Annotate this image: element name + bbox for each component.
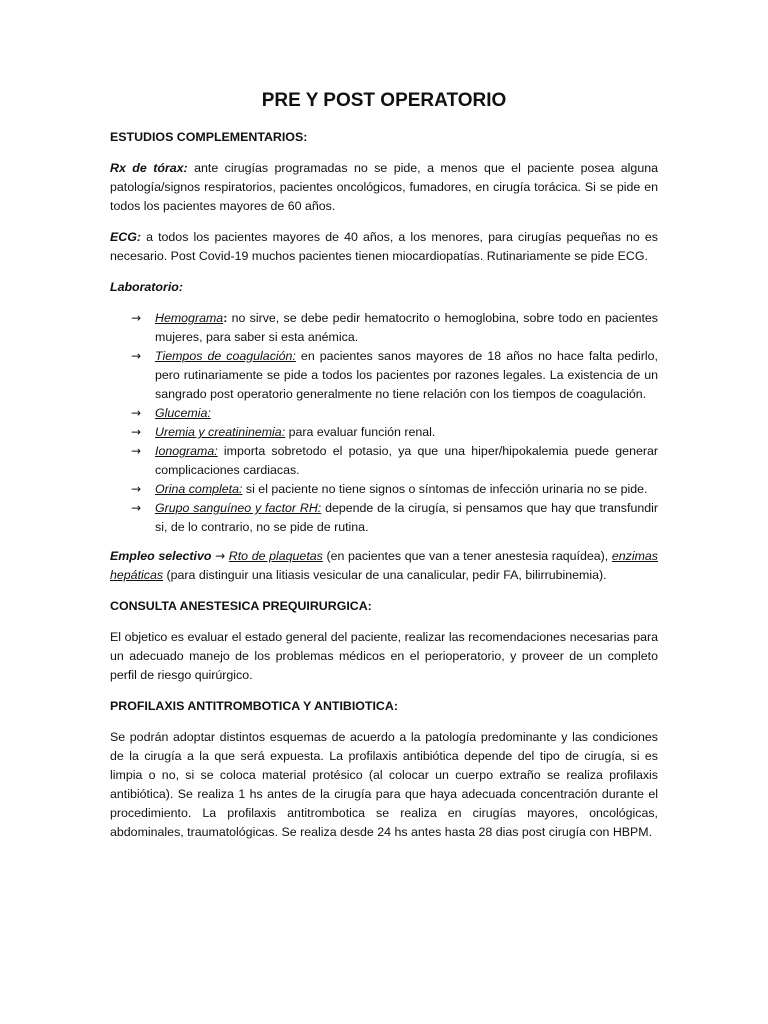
arrow-right-icon: → (131, 311, 142, 325)
list-item-text: importa sobretodo el potasio, ya que una hiper/hipokalemia puede generar complicaciones cardiacas. (155, 444, 658, 477)
selective-term-enzimas: enzimas hepáticas (110, 549, 658, 582)
arrow-right-icon: → (131, 501, 142, 515)
ecg-label: ECG: (110, 230, 141, 244)
ecg-text: a todos los pacientes mayores de 40 años, a los menores, para cirugías pequeñas no es necesario. Post Covid-19 muchos pacientes tienen miocardiopatías. Rutinariamente se pide ECG. (110, 230, 658, 263)
arrow-right-icon: → (131, 482, 142, 496)
list-item-text: si el paciente no tiene signos o síntomas de infección urinaria no se pide. (242, 482, 648, 496)
section-heading-estudios: ESTUDIOS COMPLEMENTARIOS: (110, 130, 308, 144)
list-item-term: Tiempos de coagulación: (155, 349, 296, 363)
list-item (131, 499, 658, 537)
laboratorio-label: Laboratorio: (110, 280, 183, 294)
list-item-term: Grupo sanguíneo y factor RH: (155, 501, 322, 515)
list-item (131, 347, 658, 404)
list-item-text: en pacientes sanos mayores de 18 años no hace falta pedirlo, pero rutinariamente se pide a todos los pacientes por razones legales. La existencia de un sangrado post operatorio generalmente no tiene relación con los tiempos de coagulación. (155, 349, 658, 401)
list-item-text: depende de la cirugía, si pensamos que hay que transfundir si, de lo contrario, no se pide de rutina. (155, 501, 658, 534)
list-item (131, 423, 658, 442)
selective-text-1: (en pacientes que van a tener anestesia raquídea), (322, 549, 612, 563)
paragraph-consulta: El objetico es evaluar el estado general del paciente, realizar las recomendaciones necesarias para un adecuado manejo de los problemas médicos en el perioperatorio, y proveer de un completo perfil de riesgo quirúrgico. (110, 630, 658, 682)
rx-text: ante cirugías programadas no se pide, a menos que el paciente posea alguna patología/signos respiratorios, pacientes oncológicos, fumadores, en cirugía torácica. Si se pide en todos los pacientes mayores de 60 años. (110, 161, 658, 213)
arrow-right-icon: → (215, 549, 226, 563)
list-item-term: Orina completa: (155, 482, 243, 496)
page-title: PRE Y POST OPERATORIO (261, 90, 507, 111)
list-item-sep: : (223, 311, 228, 325)
lab-list (110, 309, 658, 537)
arrow-right-icon: → (131, 406, 142, 420)
paragraph-profilaxis: Se podrán adoptar distintos esquemas de acuerdo a la patología predominante y las condiciones de la cirugía a la que será expuesta. La profilaxis antibiótica depende del tipo de cirugía, si es limpia o no, si se coloca material protésico (al colocar un cuerpo extraño se realiza profilaxis antibiótica). Se realiza 1 hs antes de la cirugía para que haya adecuada concentración durante el procedimiento. La profilaxis antitrombotica se realiza en cirugías mayores, oncológicas, abdominales, traumatológicas. Se realiza desde 24 hs antes hasta 28 dias post cirugía con HBPM. (110, 730, 658, 839)
selective-label: Empleo selectivo (110, 549, 212, 563)
rx-label: Rx de tórax: (110, 161, 188, 175)
list-item (131, 404, 658, 423)
list-item (131, 309, 658, 347)
paragraph-rx-torax (110, 159, 658, 216)
list-item-text: no sirve, se debe pedir hematocrito o hemoglobina, sobre todo en pacientes mujeres, para saber si esta anémica. (155, 311, 658, 344)
arrow-right-icon: → (131, 425, 142, 439)
section-heading-consulta: CONSULTA ANESTESICA PREQUIRURGICA: (110, 599, 372, 613)
section-heading-profilaxis: PROFILAXIS ANTITROMBOTICA Y ANTIBIOTICA: (110, 699, 398, 713)
list-item-term: Hemograma (155, 311, 224, 325)
selective-term-plaquetas: Rto de plaquetas (228, 549, 323, 563)
paragraph-empleo-selectivo (110, 547, 658, 585)
list-item-term: Uremia y creatininemia: (155, 425, 286, 439)
list-item-term: Ionograma: (155, 444, 218, 458)
paragraph-ecg (110, 228, 658, 266)
list-item-term: Glucemia: (155, 406, 211, 420)
arrow-right-icon: → (131, 349, 142, 363)
list-item (131, 480, 658, 499)
list-item-text: para evaluar función renal. (285, 425, 436, 439)
selective-text-2: (para distinguir una litiasis vesicular de una canalicular, pedir FA, bilirrubinemia). (163, 568, 607, 582)
list-item (131, 442, 658, 480)
arrow-right-icon: → (131, 444, 142, 458)
